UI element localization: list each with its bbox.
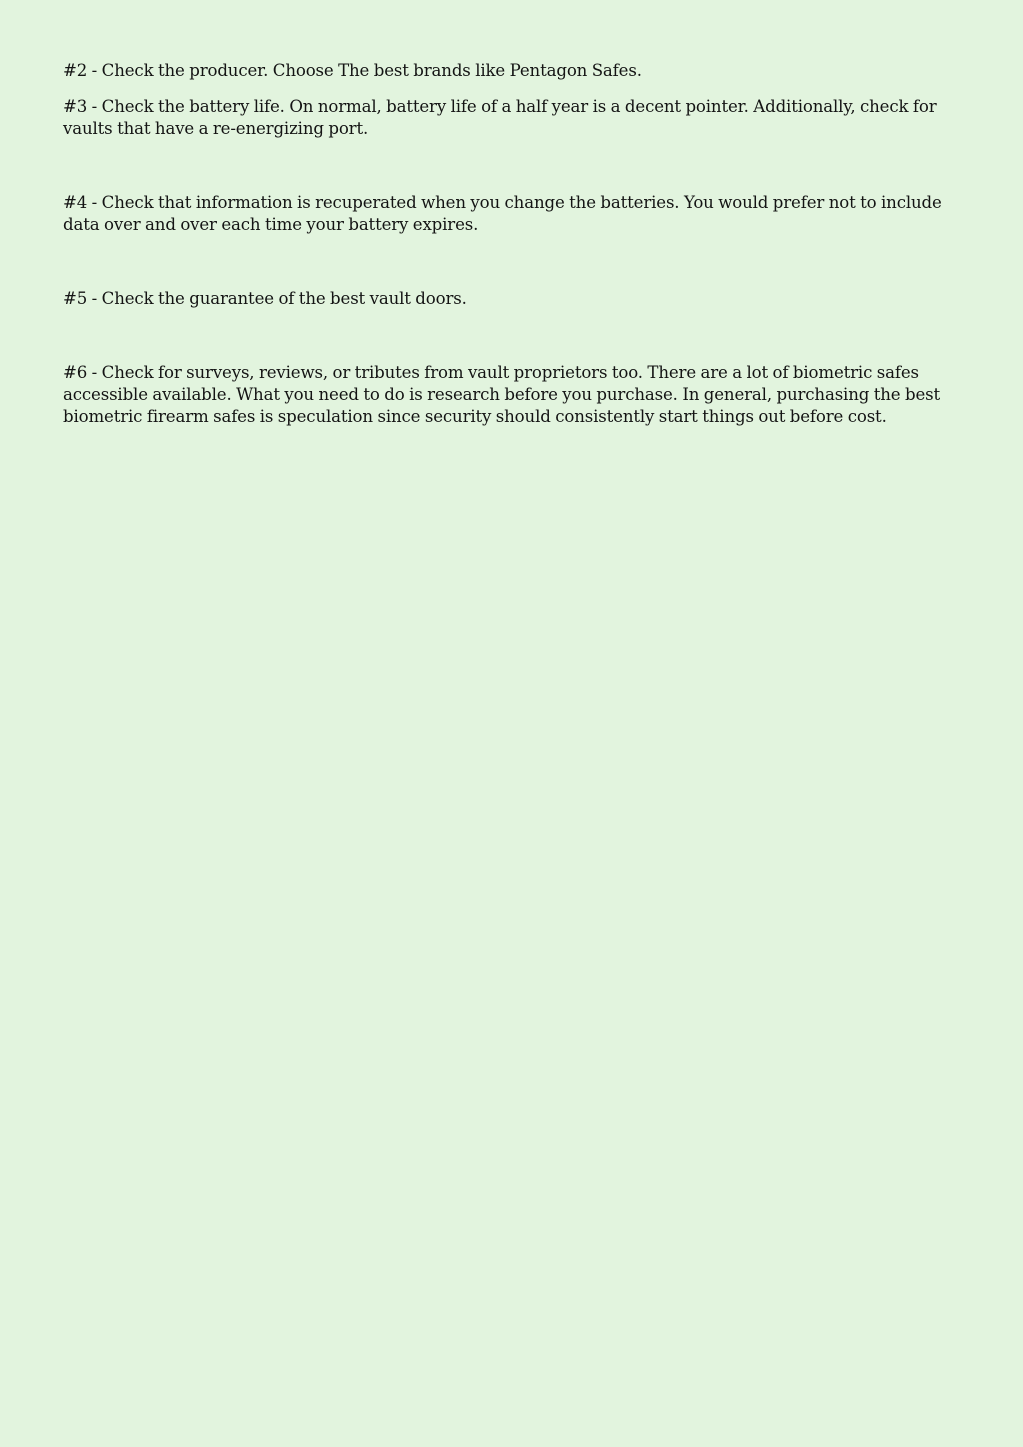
paragraph-tip-5: #5 - Check the guarantee of the best vault doors.	[63, 289, 467, 308]
paragraph-tip-3: #3 - Check the battery life. On normal, battery life of a half year is a decent pointer. Additionally, check for vaults that have a re-energizing port.	[63, 97, 937, 138]
paragraph-tip-4: #4 - Check that information is recuperated when you change the batteries. You would prefer not to include data over and over each time your battery expires.	[63, 193, 942, 234]
paragraph-tip-2: #2 - Check the producer. Choose The best brands like Pentagon Safes.	[63, 61, 642, 80]
document-body	[63, 60, 963, 428]
paragraph-tip-6: #6 - Check for surveys, reviews, or tributes from vault proprietors too. There are a lot of biometric safes accessible available. What you need to do is research before you purchase. In general, purchasing the best biometric firearm safes is speculation since security should consistently start things out before cost.	[63, 363, 941, 426]
